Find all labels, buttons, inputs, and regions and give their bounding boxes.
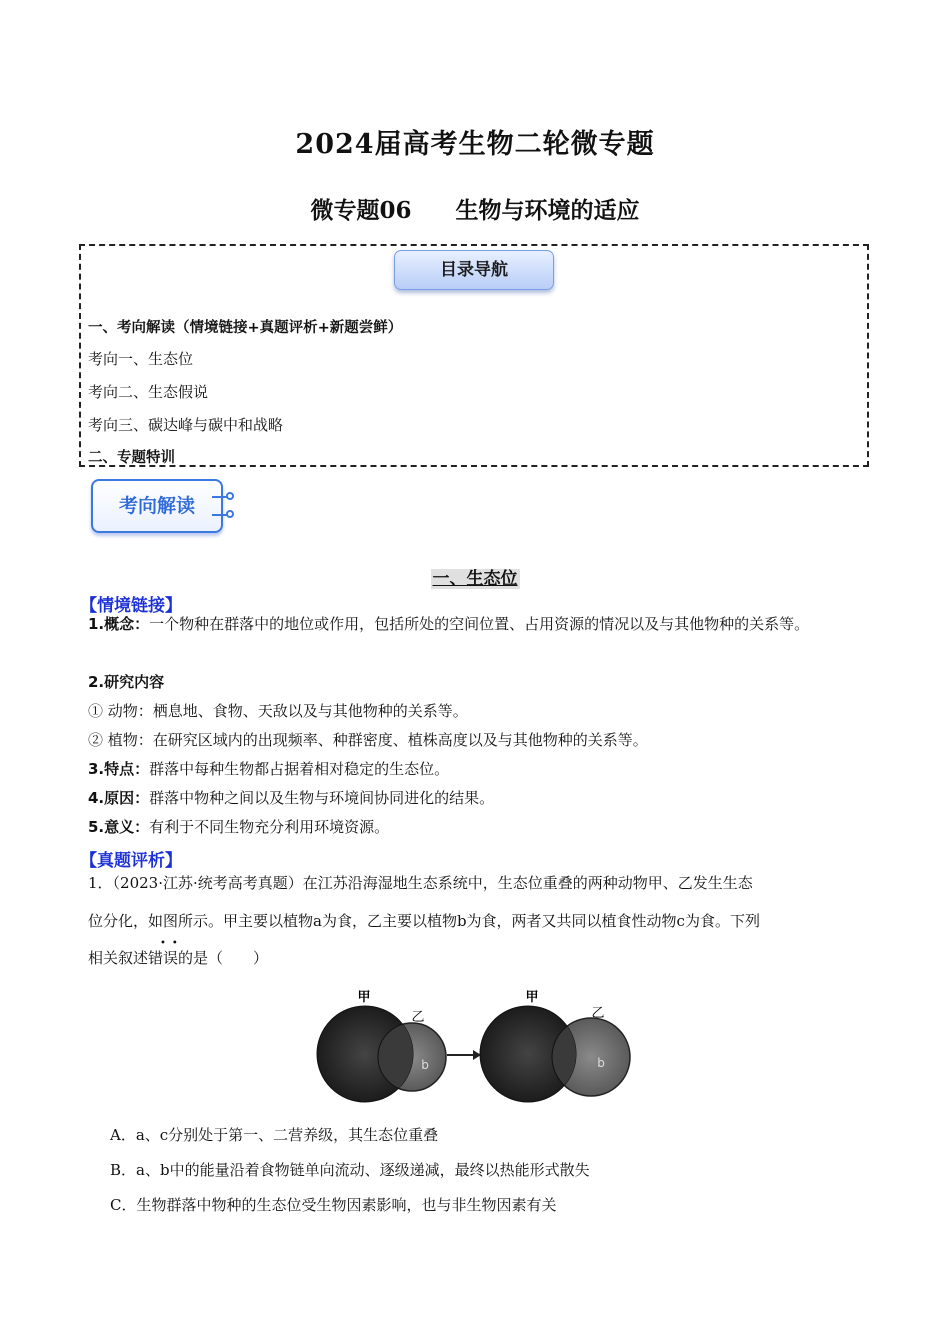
section-heading: 一、生态位 (432, 569, 518, 589)
left-inner-label: b (421, 1058, 429, 1072)
right-small-label: 乙 (591, 1006, 605, 1021)
toc-item-3[interactable]: 考向二、生态假说 (88, 383, 209, 401)
left-big-label: 甲 (357, 990, 371, 1005)
concept-text: 一个物种在群落中的地位或作用，包括所处的空间位置、占用资源的情况以及与其他物种的关系等。 (149, 615, 810, 633)
badge-dot-top (226, 492, 234, 500)
left-small-label: 乙 (411, 1010, 425, 1025)
section-badge: 考向解读 (91, 479, 223, 533)
niche-differentiation-figure (315, 985, 645, 1110)
significance-paragraph: 5.意义：有利于不同生物充分利用环境资源。 (88, 818, 390, 836)
concept-label: 1.概念： (88, 615, 150, 633)
right-inner-label: b (597, 1056, 605, 1070)
toc-item-5[interactable]: 二、专题特训 (88, 450, 175, 466)
toc-item-1[interactable]: 一、考向解读（情境链接+真题评析+新题尝鲜） (88, 320, 403, 336)
document-title: 2024届高考生物二轮微专题 (295, 129, 655, 160)
right-big-label: 甲 (525, 990, 539, 1005)
subtitle-topic: 生物与环境的适应 (455, 197, 640, 224)
document-subtitle (0, 192, 950, 225)
question-line-2: 位分化，如图所示。甲主要以植物a为食，乙主要以植物b为食，两者又共同以植食性动物c为食。下列 (88, 912, 760, 930)
feature-paragraph: 3.特点：群落中每种生物都占据着相对稳定的生态位。 (88, 760, 450, 778)
question-line-3: 相关叙述错误的是（ ） (88, 949, 269, 967)
option-b: B．a、b中的能量沿着食物链单向流动、逐级递减，最终以热能形式散失 (110, 1161, 590, 1179)
context-link-label: 【情境链接】 (80, 596, 182, 616)
option-c: C．生物群落中物种的生态位受生物因素影响，也与非生物因素有关 (110, 1196, 557, 1214)
option-a: A．a、c分别处于第一、二营养级，其生态位重叠 (110, 1126, 439, 1144)
research-heading: 2.研究内容 (88, 673, 165, 691)
toc-item-2[interactable]: 考向一、生态位 (88, 350, 194, 368)
cause-paragraph: 4.原因：群落中物种之间以及生物与环境间协同进化的结果。 (88, 789, 495, 807)
concept-paragraph (88, 613, 878, 635)
toc-nav-button[interactable]: 目录导航 (394, 250, 554, 290)
question-line-1: 1．（2023·江苏·统考高考真题）在江苏沿海湿地生态系统中，生态位重叠的两种动物甲、乙发生生态 (88, 874, 753, 892)
emphasis-dots: •• (160, 938, 184, 949)
subtitle-code: 微专题06 (310, 197, 412, 224)
research-animals: ① 动物：栖息地、食物、天敌以及与其他物种的关系等。 (88, 702, 468, 720)
exam-review-label: 【真题评析】 (80, 851, 182, 871)
badge-dot-bottom (226, 510, 234, 518)
research-plants: ② 植物：在研究区域内的出现频率、种群密度、植株高度以及与其他物种的关系等。 (88, 731, 648, 749)
toc-item-4[interactable]: 考向三、碳达峰与碳中和战略 (88, 416, 284, 434)
